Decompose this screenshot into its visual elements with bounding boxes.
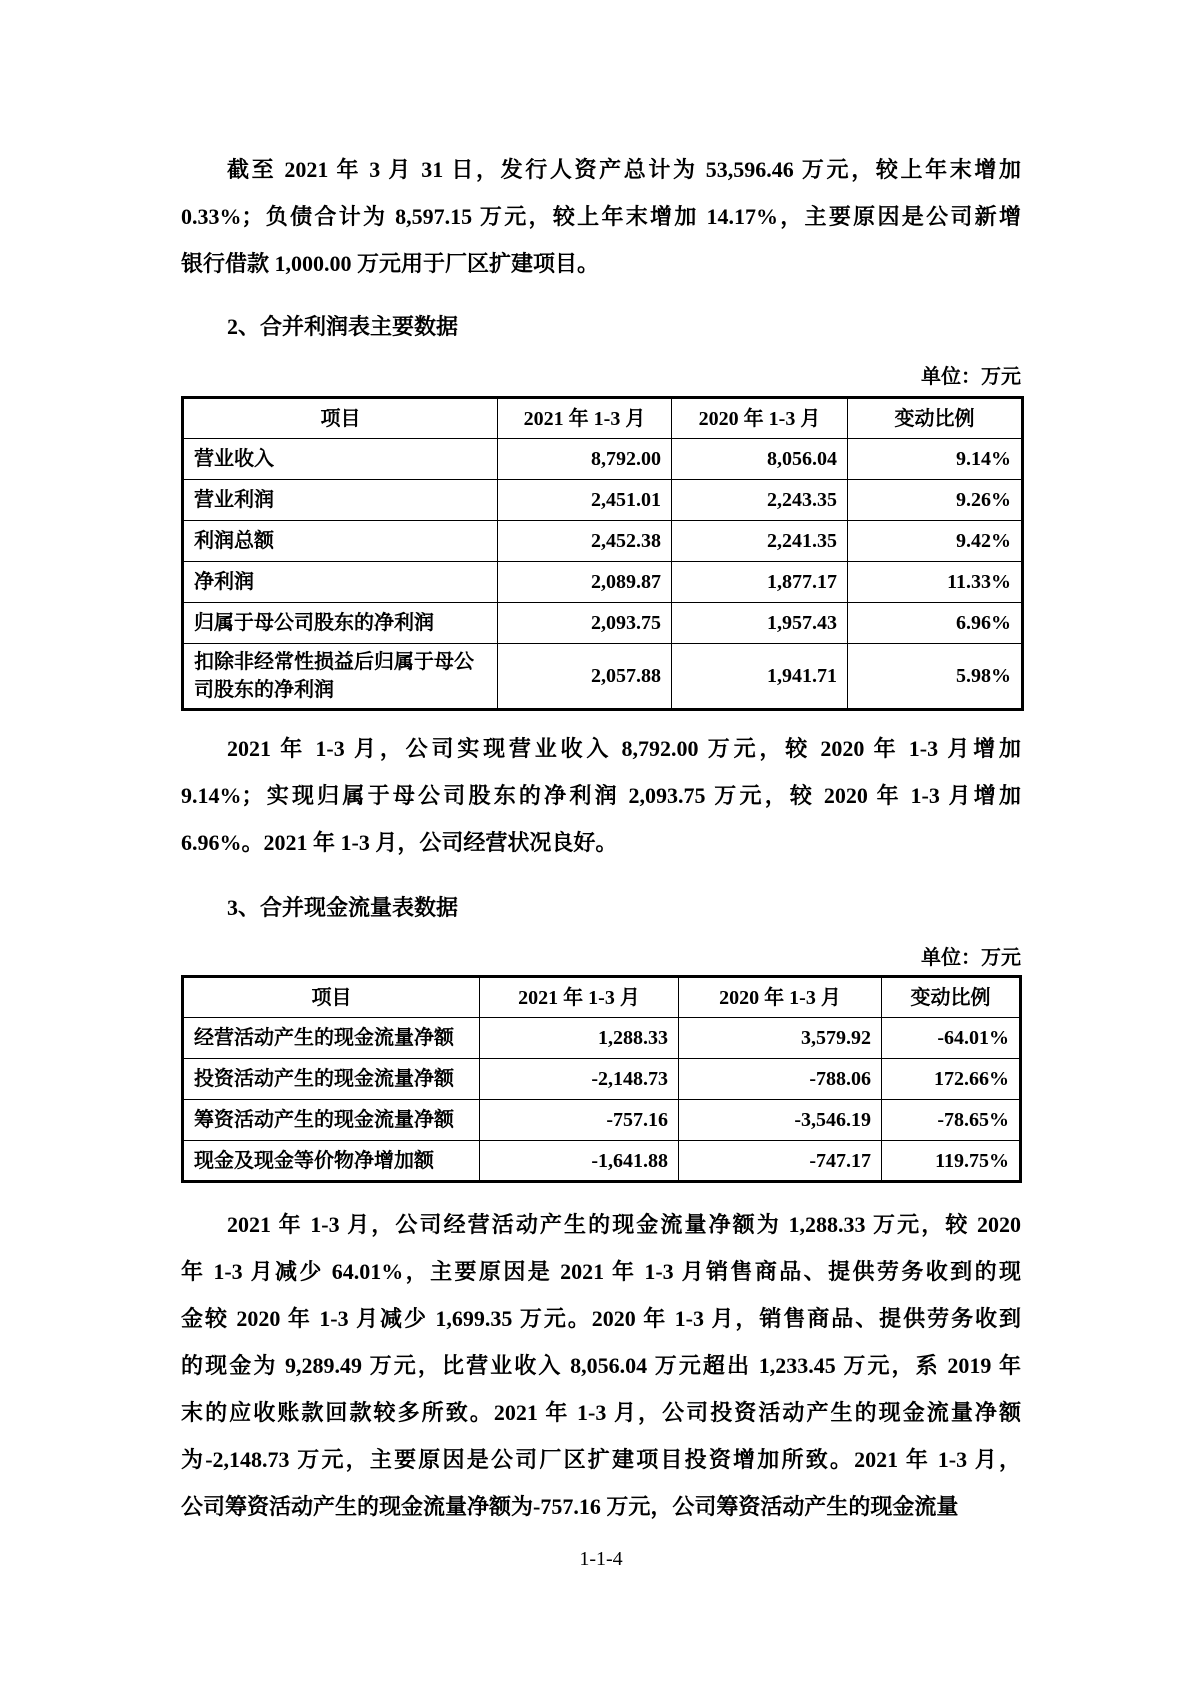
income-table [181, 396, 1024, 711]
text-line: 0.33%；负债合计为 8,597.15 万元，较上年末增加 14.17%，主要原因是公司新增 [181, 204, 1021, 229]
cell-value: 3,579.92 [679, 1018, 882, 1059]
table-row [183, 603, 1023, 644]
text-line: 银行借款 1,000.00 万元用于厂区扩建项目。 [181, 251, 600, 276]
section-heading-income: 2、合并利润表主要数据 [227, 314, 459, 339]
cell-value: -3,546.19 [679, 1100, 882, 1141]
table-row [183, 1059, 1021, 1100]
cell-value: -788.06 [679, 1059, 882, 1100]
cell-value: -78.65% [882, 1100, 1021, 1141]
cell-value: 2,452.38 [498, 521, 672, 562]
cell-value: 1,877.17 [672, 562, 848, 603]
cell-value: 2,089.87 [498, 562, 672, 603]
table-header-row [183, 398, 1023, 439]
cell-value: 2,057.88 [498, 644, 672, 710]
text-line: 的现金为 9,289.49 万元，比营业收入 8,056.04 万元超出 1,233.45 万元，系 2019 年 [181, 1353, 1021, 1378]
row-label: 经营活动产生的现金流量净额 [183, 1018, 480, 1059]
cell-value: -64.01% [882, 1018, 1021, 1059]
cell-value: 8,056.04 [672, 439, 848, 480]
column-header: 2021 年 1-3 月 [480, 977, 679, 1018]
unit-label-cashflow: 单位：万元 [921, 947, 1021, 969]
cell-value: 2,241.35 [672, 521, 848, 562]
row-label: 利润总额 [183, 521, 498, 562]
section-heading-cashflow: 3、合并现金流量表数据 [227, 895, 459, 920]
table-row [183, 1018, 1021, 1059]
paragraph-cashflow [181, 1201, 1021, 1530]
row-label: 投资活动产生的现金流量净额 [183, 1059, 480, 1100]
row-label: 归属于母公司股东的净利润 [183, 603, 498, 644]
row-label: 净利润 [183, 562, 498, 603]
row-label: 现金及现金等价物净增加额 [183, 1141, 480, 1182]
column-header: 2020 年 1-3 月 [672, 398, 848, 439]
cell-value: -757.16 [480, 1100, 679, 1141]
text-line: 年 1-3 月减少 64.01%，主要原因是 2021 年 1-3 月销售商品、提供劳务收到的现 [181, 1259, 1021, 1284]
table-header-row [183, 977, 1021, 1018]
table-row [183, 521, 1023, 562]
table-row [183, 562, 1023, 603]
table-row [183, 1141, 1021, 1182]
paragraph-assets [181, 146, 1021, 287]
cell-value: 8,792.00 [498, 439, 672, 480]
page-number: 1-1-4 [579, 1548, 623, 1570]
cell-value: 1,957.43 [672, 603, 848, 644]
text-line: 金较 2020 年 1-3 月减少 1,699.35 万元。2020 年 1-3 月，销售商品、提供劳务收到 [181, 1306, 1021, 1331]
cell-value: 172.66% [882, 1059, 1021, 1100]
text-line: 2021 年 1-3 月，公司实现营业收入 8,792.00 万元，较 2020 年 1-3 月增加 [227, 736, 1021, 761]
text-line: 6.96%。2021 年 1-3 月，公司经营状况良好。 [181, 830, 618, 855]
cell-value: 9.14% [848, 439, 1023, 480]
cell-value: 2,451.01 [498, 480, 672, 521]
cell-value: 6.96% [848, 603, 1023, 644]
text-line: 公司筹资活动产生的现金流量净额为-757.16 万元，公司筹资活动产生的现金流量 [181, 1494, 959, 1519]
cell-value: -2,148.73 [480, 1059, 679, 1100]
cell-value: 11.33% [848, 562, 1023, 603]
cashflow-table [181, 975, 1022, 1183]
text-line: 2021 年 1-3 月，公司经营活动产生的现金流量净额为 1,288.33 万元，较 2020 [227, 1212, 1021, 1237]
column-header: 项目 [183, 398, 498, 439]
cell-value: 2,243.35 [672, 480, 848, 521]
paragraph-income [181, 725, 1021, 866]
text-line: 为-2,148.73 万元，主要原因是公司厂区扩建项目投资增加所致。2021 年 1-3 月， [181, 1447, 1021, 1472]
column-header: 变动比例 [848, 398, 1023, 439]
row-label: 筹资活动产生的现金流量净额 [183, 1100, 480, 1141]
table-row [183, 480, 1023, 521]
text-line: 截至 2021 年 3 月 31 日，发行人资产总计为 53,596.46 万元，较上年末增加 [227, 157, 1021, 182]
cell-value: 9.26% [848, 480, 1023, 521]
cell-value: 1,288.33 [480, 1018, 679, 1059]
row-label: 营业收入 [183, 439, 498, 480]
column-header: 2020 年 1-3 月 [679, 977, 882, 1018]
cell-value: 5.98% [848, 644, 1023, 710]
table-row [183, 1100, 1021, 1141]
row-label: 营业利润 [183, 480, 498, 521]
row-label: 扣除非经常性损益后归属于母公司股东的净利润 [183, 644, 498, 710]
column-header: 变动比例 [882, 977, 1021, 1018]
table-row [183, 644, 1023, 710]
table-row [183, 439, 1023, 480]
cell-value: 9.42% [848, 521, 1023, 562]
document-page [181, 0, 1021, 1574]
unit-label-income: 单位：万元 [921, 366, 1021, 388]
column-header: 项目 [183, 977, 480, 1018]
cell-value: 1,941.71 [672, 644, 848, 710]
cell-value: 2,093.75 [498, 603, 672, 644]
text-line: 9.14%；实现归属于母公司股东的净利润 2,093.75 万元，较 2020 年 1-3 月增加 [181, 783, 1021, 808]
text-line: 末的应收账款回款较多所致。2021 年 1-3 月，公司投资活动产生的现金流量净额 [181, 1400, 1021, 1425]
column-header: 2021 年 1-3 月 [498, 398, 672, 439]
cell-value: 119.75% [882, 1141, 1021, 1182]
cell-value: -747.17 [679, 1141, 882, 1182]
cell-value: -1,641.88 [480, 1141, 679, 1182]
